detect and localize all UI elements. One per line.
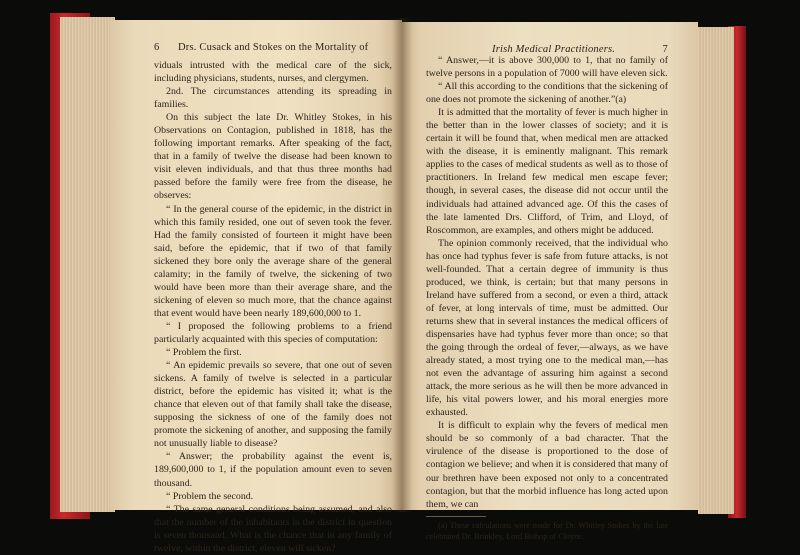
paragraph: “ Problem the second. bbox=[166, 490, 254, 502]
left-body-text bbox=[154, 59, 392, 555]
right-page-number: 7 bbox=[662, 44, 668, 55]
paragraph: “ Answer; the probability against the event is, 189,600,000 to 1, if the population amount even to seven thousand. bbox=[154, 451, 392, 489]
right-page bbox=[402, 22, 698, 541]
left-page bbox=[110, 20, 402, 554]
page-edges-right bbox=[698, 27, 734, 514]
right-body-text bbox=[426, 54, 668, 542]
paragraph: “ I proposed the following problems to a friend particularly acquainted with this species of computation: bbox=[154, 320, 392, 345]
footnote-rule bbox=[426, 516, 486, 517]
paragraph: “ All this according to the conditions that the sickening of one does not promote the sickening of another.”(a) bbox=[426, 81, 668, 106]
left-running-head: Drs. Cusack and Stokes on the Mortality of bbox=[178, 42, 369, 53]
paragraph: It is difficult to explain why the fevers of medical men should be so commonly of a bad character. That the virulence of the disease is proportioned to the dose of contagion we believe; and when it is considered that many of our brethren have been exposed not only to a concentrated contagion, but that the morbid influence has long acted upon them, we can bbox=[426, 420, 668, 510]
paragraph: “ In the general course of the epidemic, in the district in which this family resided, one out of seven took the fever. Had the family consisted of fourteen it might have been said, before the epidemic, that if two of that family sickened they bore only the average share of the general calamity; in the family of twelve, the sickening of two would have been more than their average share, and the sickening of eleven so much more, that the chance against that event would have been nearly 189,600,000 to 1. bbox=[154, 203, 392, 319]
paragraph: The opinion commonly received, that the individual who has once had typhus fever is safe from future attacks, is not well-founded. That a certain degree of immunity is thus produced, we think, is certain; but that many persons in Ireland have suffered from a second, or even a third, attack of fever, at long intervals of time, must be admitted. Our returns shew that in several instances the medical officers of dispensaries have had typhus fever more than once; so that the going through the ordeal of fever,—always, as we have already stated, a most trying one to the medical man,—has not even the advantage of assuring him against a second attack, the more serious as he will then be more advanced in life, his vital powers lower, and his moral energies more exhausted. bbox=[426, 237, 668, 419]
right-running-head: Irish Medical Practitioners. bbox=[492, 44, 616, 55]
paragraph: On this subject the late Dr. Whitley Stokes, in his Observations on Contagion, published in 1818, has the following important remarks. After speaking of the fact, that in a family of twelve the disease had been known to visit eleven individuals, and that thus three months had passed before the family were free from the disease, he observes: bbox=[154, 112, 392, 202]
paragraph: “ Problem the first. bbox=[166, 347, 242, 359]
paragraph: 2nd. The circumstances attending its spreading in families. bbox=[154, 86, 392, 111]
book-gutter bbox=[392, 18, 412, 512]
left-page-number: 6 bbox=[154, 42, 160, 53]
page-edges-left bbox=[60, 17, 115, 512]
paragraph: “ The same general conditions being assumed, and also that the number of the inhabitants in the district in question is seven thousand. What is the chance that in any family of twelve, within the district, eleven will sicken? bbox=[154, 503, 392, 554]
paragraph: It is admitted that the mortality of fever is much higher in the better than in the lower classes of society; and it is certain it will be found that, when medical men are attacked with the disease, it is eminently malignant. This remark applies to the cases of medical students as well as to those of practitioners. In Ireland few medical men escape fever; though, in several cases, the disease did not occur until the individuals had attained advanced age. Of this the cases of the late lamented Drs. Clifford, of Trim, and Lloyd, of Roscommon, are examples, and others might be adduced. bbox=[426, 107, 668, 236]
paragraph: “ Answer,—it is above 300,000 to 1, that no family of twelve persons in a population of 7000 will have eleven sick. bbox=[426, 55, 668, 80]
paragraph: “ An epidemic prevails so severe, that one out of seven sickens. A family of twelve is selected in a particular district, before the epidemic has visited it; what is the chance that eleven out of that family shall take the disease, supposing the sickness of one of the family does not promote the sickening of another, and supposing the family not unusually liable to disease? bbox=[154, 360, 392, 450]
paragraph: viduals intrusted with the medical care of the sick, including physicians, students, nurses, and clergymen. bbox=[154, 60, 392, 85]
footnote: (a) These calculations were made for Dr. Whitley Stokes by the late celebrated Dr. Brinkley, Lord Bishop of Cloyne. bbox=[426, 520, 668, 541]
